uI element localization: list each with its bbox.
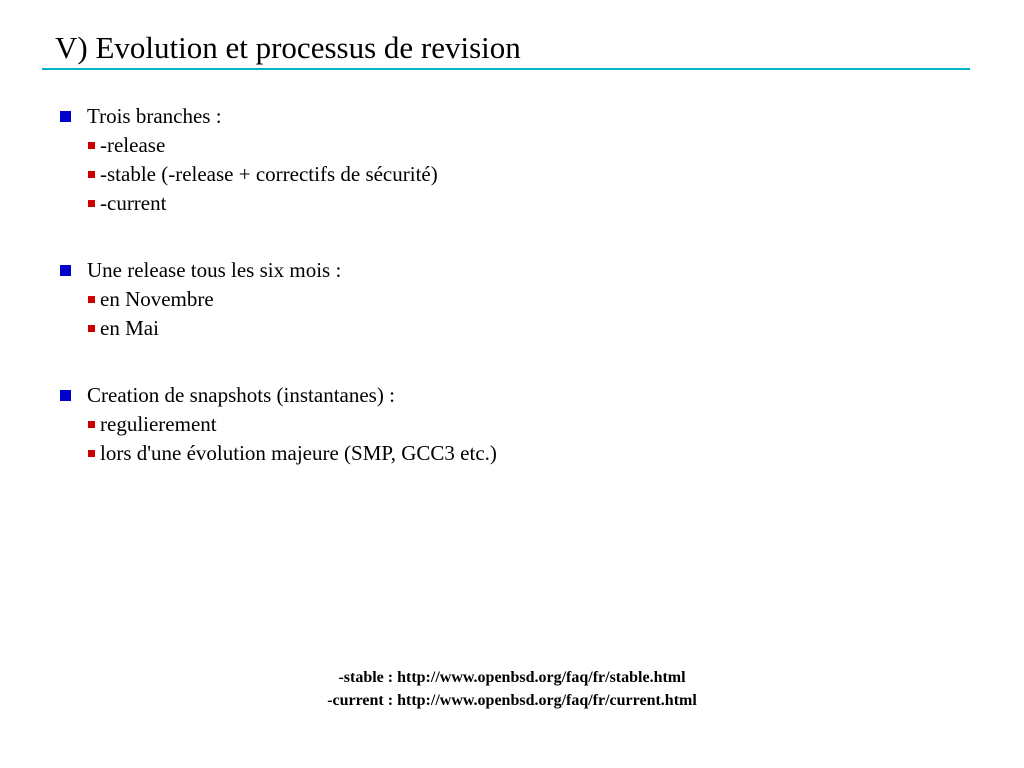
square-bullet-icon (60, 111, 71, 122)
square-subbullet-icon (88, 450, 95, 457)
bullet-heading-text: Une release tous les six mois : (87, 258, 342, 282)
slide-footer (0, 666, 1024, 712)
square-subbullet-icon (88, 325, 95, 332)
sub-bullet-item (60, 189, 960, 218)
bullet-heading (60, 102, 960, 131)
title-underline (42, 68, 970, 70)
bullet-heading (60, 381, 960, 410)
square-subbullet-icon (88, 142, 95, 149)
sub-bullet-item (60, 285, 960, 314)
sub-bullet-text: -current (100, 191, 167, 215)
bullet-group-snapshots (60, 381, 960, 468)
bullet-heading-text: Trois branches : (87, 104, 222, 128)
sub-bullet-item (60, 439, 960, 468)
slide-body (60, 102, 960, 506)
sub-bullet-item (60, 410, 960, 439)
slide-title: V) Evolution et processus de revision (55, 30, 521, 65)
sub-bullet-text: en Mai (100, 316, 159, 340)
sub-bullet-item (60, 314, 960, 343)
footer-stable-url: -stable : http://www.openbsd.org/faq/fr/stable.html (338, 669, 686, 686)
sub-bullet-text: -stable (-release + correctifs de sécurité) (100, 162, 438, 186)
sub-bullet-text: en Novembre (100, 287, 214, 311)
square-subbullet-icon (88, 200, 95, 207)
square-bullet-icon (60, 390, 71, 401)
sub-bullet-item (60, 160, 960, 189)
sub-bullet-text: -release (100, 133, 166, 157)
bullet-group-branches (60, 102, 960, 218)
square-subbullet-icon (88, 171, 95, 178)
sub-bullet-item (60, 131, 960, 160)
square-subbullet-icon (88, 296, 95, 303)
square-subbullet-icon (88, 421, 95, 428)
footer-current-url: -current : http://www.openbsd.org/faq/fr/current.html (327, 692, 697, 709)
sub-bullet-text: lors d'une évolution majeure (SMP, GCC3 etc.) (100, 441, 497, 465)
bullet-group-release-cycle (60, 256, 960, 343)
sub-bullet-text: regulierement (100, 412, 217, 436)
square-bullet-icon (60, 265, 71, 276)
bullet-heading (60, 256, 960, 285)
bullet-heading-text: Creation de snapshots (instantanes) : (87, 383, 395, 407)
